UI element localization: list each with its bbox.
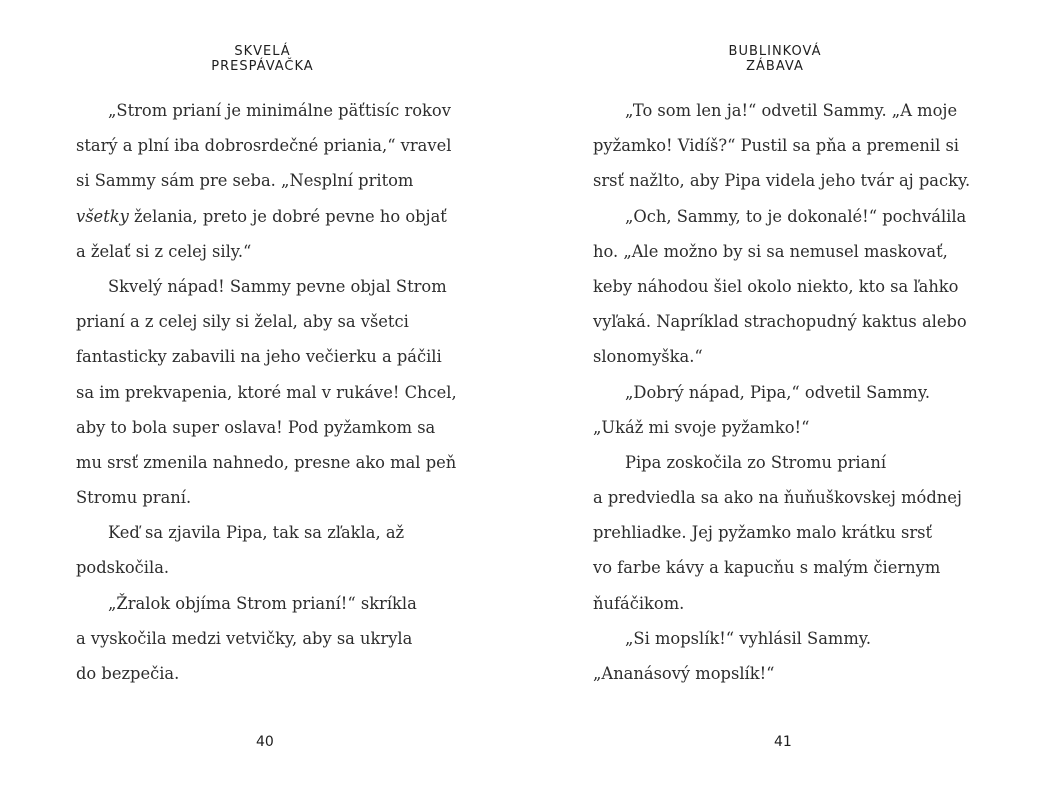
emphasis: všetky [76,206,129,226]
text-line: fantasticky zabavili na jeho večierku a páčili [76,347,442,367]
running-head-right: BUBLINKOVÁ ZÁBAVA [728,44,822,74]
body-text-left [76,93,457,691]
text-line: aby to bola super oslava! Pod pyžamkom sa [76,417,436,437]
text-line: prehliadke. Jej pyžamko malo krátku srsť [593,523,933,543]
text-line: do bezpečia. [76,664,180,683]
text-line: vyľaká. Napríklad strachopudný kaktus alebo [593,312,967,332]
text-line: Pipa zoskočila zo Stromu prianí [625,452,887,472]
running-head-left: SKVELÁ PRESPÁVAČKA [211,44,314,74]
text-line: vo farbe kávy a kapucňu s malým čiernym [593,558,941,578]
text-line: „Strom prianí je minimálne päťtisíc rokov [108,101,451,120]
text-line: „Žralok objíma Strom prianí!“ skríkla [108,593,417,613]
text-line: „Och, Sammy, to je dokonalé!“ pochválila [625,206,967,226]
text-line: podskočila. [76,558,170,578]
text-line: „To som len ja!“ odvetil Sammy. „A moje [625,101,958,120]
text-line: si Sammy sám pre seba. „Nesplní pritom [76,171,414,191]
text-line: Stromu praní. [76,488,192,508]
page-number-right: 41 [774,734,792,750]
text-line: ho. „Ale možno by si sa nemusel maskovať, [593,241,948,261]
text-line: Keď sa zjavila Pipa, tak sa zľakla, až [108,523,405,543]
text-line: všetky želania, preto je dobré pevne ho objať [76,206,447,226]
page-number-left: 40 [256,734,274,750]
right-page [520,0,1040,800]
body-text-right [593,93,971,691]
text-line: ňufáčikom. [593,593,685,613]
text-line: Skvelý nápad! Sammy pevne objal Strom [108,276,447,296]
text-line: prianí a z celej sily si želal, aby sa všetci [76,312,409,332]
text-line: slonomyška.“ [593,347,703,367]
text-line: mu srsť zmenila nahnedo, presne ako mal peň [76,452,457,472]
text-line: a predviedla sa ako na ňuňuškovskej módnej [593,488,962,508]
text-line: sa im prekvapenia, ktoré mal v rukáve! Chcel, [76,382,457,402]
text-line: starý a plní iba dobrosrdečné priania,“ vravel [76,136,452,156]
text-line: „Si mopslík!“ vyhlásil Sammy. [625,628,871,648]
text-line: a želať si z celej sily.“ [76,241,252,261]
text-line: „Ananásový mopslík!“ [593,664,775,683]
text-line: pyžamko! Vidíš?“ Pustil sa pňa a premenil si [593,136,960,156]
text-line: keby náhodou šiel okolo niekto, kto sa ľahko [593,276,959,296]
text-line: „Dobrý nápad, Pipa,“ odvetil Sammy. [625,382,931,402]
text-line: a vyskočila medzi vetvičky, aby sa ukryla [76,628,413,648]
text-line: srsť nažlto, aby Pipa videla jeho tvár aj packy. [593,171,971,191]
text-line: „Ukáž mi svoje pyžamko!“ [593,417,810,437]
